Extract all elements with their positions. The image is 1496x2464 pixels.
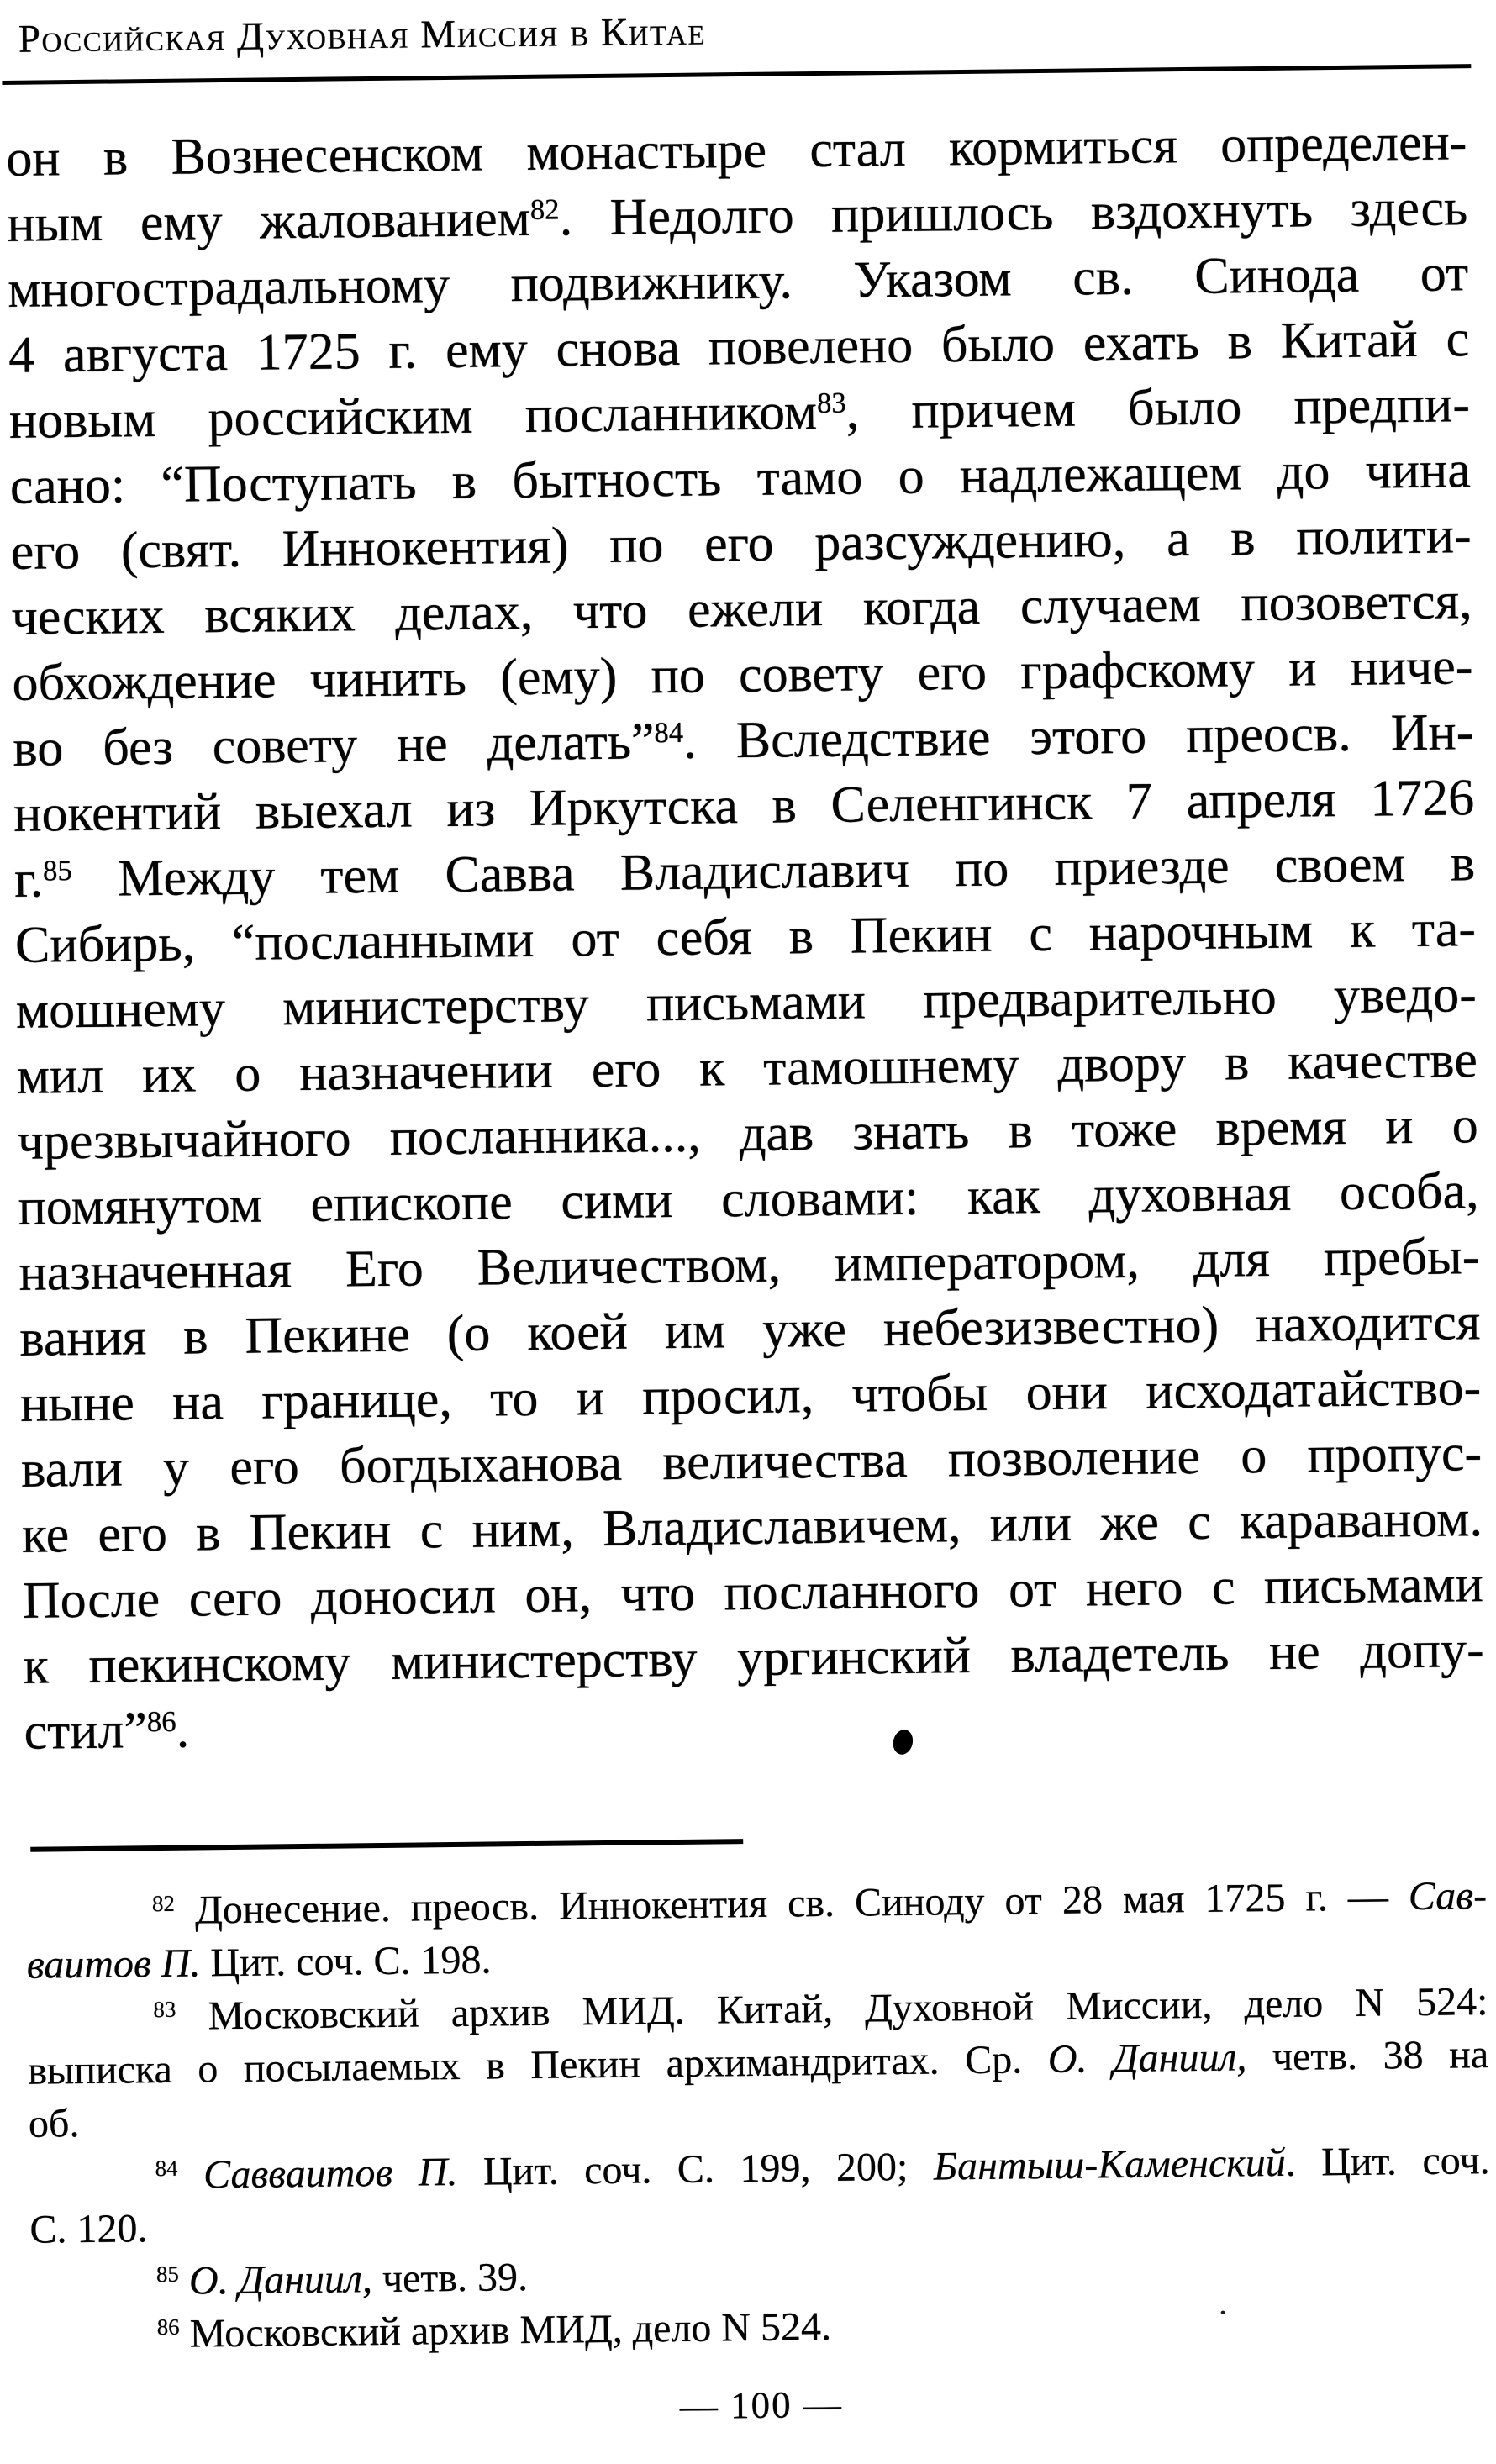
text-run: г. <box>13 850 44 908</box>
text-run: Цит. соч. С. 198. <box>200 1937 492 1986</box>
text-run: Московский архив МИД, дело N 524. <box>179 2303 832 2356</box>
text-run: Сибирь, “посланными от себя в Пекин с нарочным к та- <box>14 900 1477 974</box>
text-run: С. 120. <box>29 2206 148 2252</box>
text-run: к пекинскому министерству ургинский владетель не допу- <box>23 1621 1485 1695</box>
footnote-marker: 86 <box>156 2314 180 2340</box>
text-run: вания в Пекине (о коей им уже небезизвестно) находится <box>18 1293 1481 1367</box>
text-run: Цит. соч. С. 199, 200; <box>457 2144 935 2194</box>
footnotes-block <box>26 1869 1492 2362</box>
footnote-marker: 83 <box>816 386 846 419</box>
text-run: Бантыш-Каменский <box>933 2140 1286 2189</box>
text-run: четв. 39. <box>371 2255 529 2302</box>
running-header-title: Российская Духовная Миссия в Китае <box>18 9 707 61</box>
text-run: ческих всяких делах, что ежели когда случаем позовется, <box>11 572 1472 646</box>
text-run: Сав- <box>1408 1873 1488 1919</box>
header-rule <box>2 64 1471 85</box>
footnote-marker: 86 <box>146 1704 176 1739</box>
footnote-marker: 84 <box>155 2155 178 2182</box>
text-run: О. Даниил, <box>188 2256 373 2303</box>
footnote-marker: 82 <box>151 1891 176 1917</box>
text-run: . <box>176 1701 190 1759</box>
text-run: ке его в Пекин с ним, Владиславичем, или же с караваном. <box>21 1490 1483 1564</box>
text-run: во без совету не делать” <box>13 713 655 777</box>
text-run: ваитов П. <box>26 1940 201 1988</box>
footnote-marker: 83 <box>153 1997 176 2023</box>
text-run: мошнему министерству письмами предварительно уведо- <box>15 966 1478 1040</box>
text-run: многострадальному подвижнику. Указом св. Синода от <box>7 245 1469 319</box>
text-run: . Вследствие этого преосв. Ин- <box>682 703 1474 770</box>
text-run <box>177 2152 203 2197</box>
main-text-block <box>6 109 1485 1765</box>
text-run: вали у его богдыханова величества позволение о пропус- <box>20 1424 1483 1498</box>
text-run: После сего доносил он, что посланного от него с письмами <box>22 1556 1484 1630</box>
footnote-marker: 84 <box>654 715 684 750</box>
text-run: четв. 38 на <box>1246 2032 1489 2080</box>
text-run: О. Даниил, <box>1047 2035 1247 2082</box>
text-run: новым российским посланником <box>8 383 818 450</box>
text-run: Между тем Савва Владиславич по приезде своем в <box>71 834 1476 908</box>
text-run: ныне на границе, то и просил, чтобы они исходатайство- <box>19 1359 1482 1433</box>
page-number: — 100 — <box>679 2382 844 2428</box>
text-run: он в Вознесенском монастыре стал кормиться определен- <box>6 113 1467 187</box>
text-run: Московский архив МИД. Китай, Духовной Миссии, дело N 524: <box>176 1979 1488 2039</box>
text-run: Донесение. преосв. Иннокентия св. Синоду от 28 мая 1725 г. — <box>174 1874 1409 1933</box>
footnote-marker: 85 <box>42 854 72 887</box>
text-run: Савваитов П. <box>203 2149 458 2198</box>
text-run: обхождение чинить (ему) по совету его графскому и ниче- <box>12 638 1473 712</box>
text-run: стил” <box>24 1702 148 1761</box>
text-run: мил их о назначении его к тамошнему двору в качестве <box>16 1031 1478 1105</box>
text-run: , причем было предпи- <box>845 376 1471 440</box>
text-run: чрезвычайного посланника..., дав знать в тоже время и о <box>17 1097 1479 1171</box>
text-run: помянутом епископе сими словами: как духовная особа, <box>18 1162 1479 1236</box>
text-run: 4 августа 1725 г. ему снова повелено было ехать в Китай с <box>8 310 1470 384</box>
footnote-marker: 82 <box>529 192 560 226</box>
text-run: нокентий выехал из Иркутска в Селенгинск 7 апреля 1726 <box>13 769 1475 843</box>
text-run: сано: “Поступать в бытность тамо о надлежащем до чина <box>9 441 1472 515</box>
footnote-separator-rule <box>30 1839 743 1852</box>
footnote-marker: 85 <box>155 2261 180 2288</box>
text-run: ным ему жалованием <box>6 189 531 253</box>
text-run: выписка о посылаемых в Пекин архимандритах. Ср. <box>27 2037 1049 2093</box>
text-run: назначенная Его Величеством, императором, для пребы- <box>18 1228 1480 1302</box>
text-run: его (свят. Иннокентия) по его разсуждению, а в полити- <box>10 507 1472 581</box>
text-run: . Недолго пришлось вздохнуть здесь <box>559 179 1468 247</box>
text-run <box>179 2259 190 2303</box>
text-run: об. <box>28 2101 80 2146</box>
text-run: . Цит. соч. <box>1285 2138 1490 2185</box>
